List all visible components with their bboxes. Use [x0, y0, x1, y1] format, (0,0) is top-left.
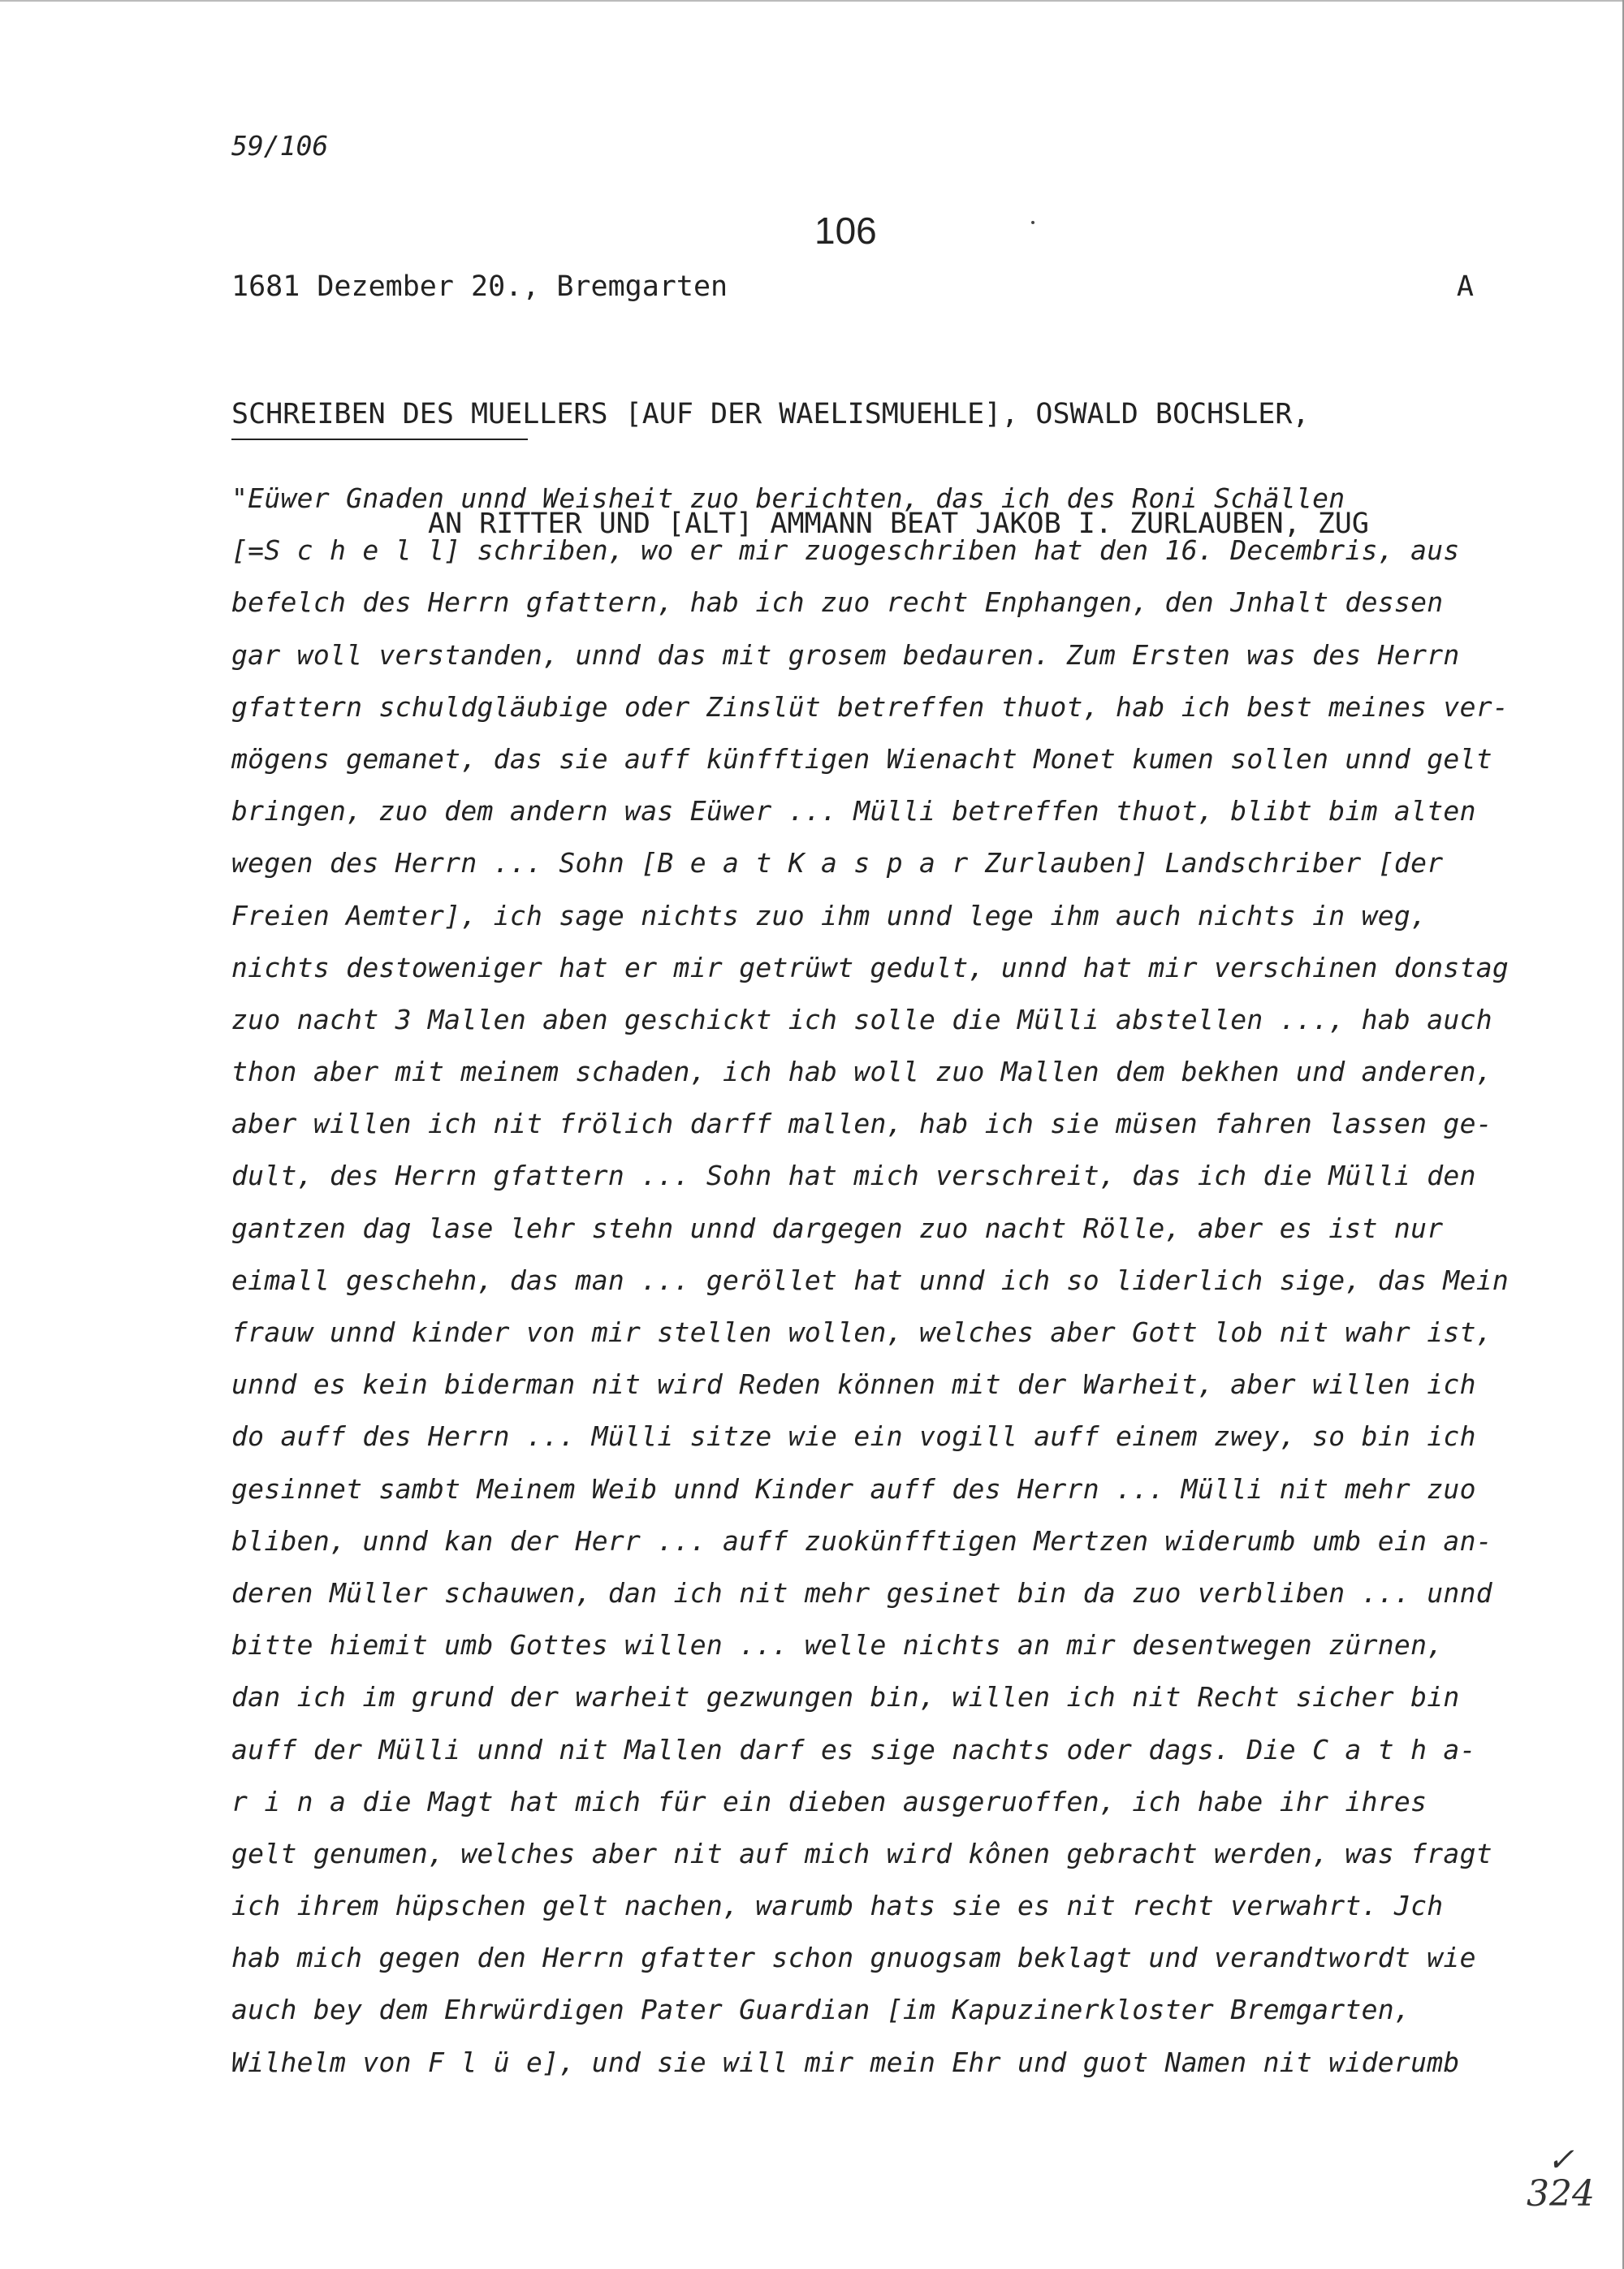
document-reference: 59/106 — [231, 130, 329, 162]
body-line: Freien Aemter], ich sage nichts zuo ihm unnd lege ihm auch nichts in weg, — [231, 899, 1427, 931]
body-line: dan ich im grund der warheit gezwungen bin, willen ich nit Recht sicher bin — [231, 1681, 1460, 1714]
body-line: auff der Mülli unnd nit Mallen darf es sige nachts oder dags. Die C a t h a- — [231, 1733, 1476, 1765]
body-line: bliben, unnd kan der Herr ... auff zuokünfftigen Mertzen widerumb umb ein an- — [231, 1524, 1492, 1557]
body-line: gfattern schuldgläubige oder Zinslüt betreffen thuot, hab ich best meines ver- — [231, 690, 1510, 723]
source-letter: A — [1456, 270, 1474, 303]
body-line: gesinnet sambt Meinem Weib unnd Kinder auff des Herrn ... Mülli nit mehr zuo — [231, 1472, 1476, 1505]
body-line: nichts destoweniger hat er mir getrüwt gedult, unnd hat mir verschinen donstag — [231, 951, 1510, 983]
body-line: eimall geschehn, das man ... geröllet hat unnd ich so liderlich sige, das Mein — [231, 1264, 1510, 1296]
body-line: Wilhelm von F l ü e], und sie will mir mein Ehr und guot Namen nit widerumb — [231, 2046, 1460, 2078]
body-line: unnd es kein biderman nit wird Reden können mit der Warheit, aber willen ich — [231, 1368, 1476, 1401]
stray-dot — [1031, 221, 1034, 224]
body-line: r i n a die Magt hat mich für ein dieben ausgeruoffen, ich habe ihr ihres — [231, 1785, 1427, 1817]
handwritten-page-mark — [1527, 2142, 1595, 2215]
heading-line-1: SCHREIBEN DES MUELLERS [AUF DER WAELISMUEHLE], OSWALD BOCHSLER, — [231, 398, 1310, 430]
body-line: mögens gemanet, das sie auff künfftigen Wienacht Monet kumen sollen unnd gelt — [231, 742, 1492, 775]
body-line: [=S c h e l l] schriben, wo er mir zuogeschriben hat den 16. Decembris, aus — [231, 534, 1460, 567]
document-number: 106 — [814, 210, 877, 252]
top-border-line — [0, 0, 1624, 2]
body-line: zuo nacht 3 Mallen aben geschickt ich solle die Mülli abstellen ..., hab auch — [231, 1003, 1492, 1035]
body-line: ich ihrem hüpschen gelt nachen, warumb hats sie es nit recht verwahrt. Jch — [231, 1890, 1444, 1922]
body-line: wegen des Herrn ... Sohn [B e a t K a s p a r Zurlauben] Landschriber [der — [231, 847, 1444, 880]
body-line: aber willen ich nit frölich darff mallen, hab ich sie müsen fahren lassen ge- — [231, 1108, 1492, 1140]
body-line: gantzen dag lase lehr stehn unnd dargegen zuo nacht Rölle, aber es ist nur — [231, 1212, 1444, 1244]
body-line: "Eüwer Gnaden unnd Weisheit zuo berichten, das ich des Roni Schällen — [231, 482, 1345, 514]
letter-body — [231, 473, 1510, 2089]
separator-rule — [231, 439, 528, 440]
body-line: frauw unnd kinder von mir stellen wollen, welches aber Gott lob nit wahr ist, — [231, 1316, 1492, 1348]
body-line: deren Müller schauwen, dan ich nit mehr gesinet bin da zuo verbliben ... unnd — [231, 1576, 1492, 1609]
body-line: gelt genumen, welches aber nit auf mich wird kônen gebracht werden, was fragt — [231, 1837, 1492, 1869]
body-line: thon aber mit meinem schaden, ich hab woll zuo Mallen dem bekhen und anderen, — [231, 1056, 1492, 1088]
body-line: bitte hiemit umb Gottes willen ... welle nichts an mir desentwegen zürnen, — [231, 1629, 1444, 1662]
date-place: 1681 Dezember 20., Bremgarten — [231, 270, 728, 303]
handwritten-page-number: 324 — [1527, 2173, 1595, 2215]
body-line: bringen, zuo dem andern was Eüwer ... Mülli betreffen thuot, blibt bim alten — [231, 795, 1476, 828]
date-line — [231, 270, 1474, 303]
body-line: befelch des Herrn gfattern, hab ich zuo recht Enphangen, den Jnhalt dessen — [231, 586, 1444, 619]
heading-line-2: AN RITTER UND [ALT] AMMANN BEAT JAKOB I. ZURLAUBEN, ZUG — [428, 508, 1369, 540]
body-line: gar woll verstanden, unnd das mit grosem bedauren. Zum Ersten was des Herrn — [231, 638, 1460, 671]
body-line: dult, des Herrn gfattern ... Sohn hat mich verschreit, das ich die Mülli den — [231, 1160, 1476, 1192]
body-line: hab mich gegen den Herrn gfatter schon gnuogsam beklagt und verandtwordt wie — [231, 1942, 1476, 1974]
body-line: auch bey dem Ehrwürdigen Pater Guardian [im Kapuzinerkloster Bremgarten, — [231, 1994, 1411, 2026]
body-line: do auff des Herrn ... Mülli sitze wie ein vogill auff einem zwey, so bin ich — [231, 1420, 1476, 1453]
check-mark-icon: ✓ — [1547, 2142, 1574, 2179]
